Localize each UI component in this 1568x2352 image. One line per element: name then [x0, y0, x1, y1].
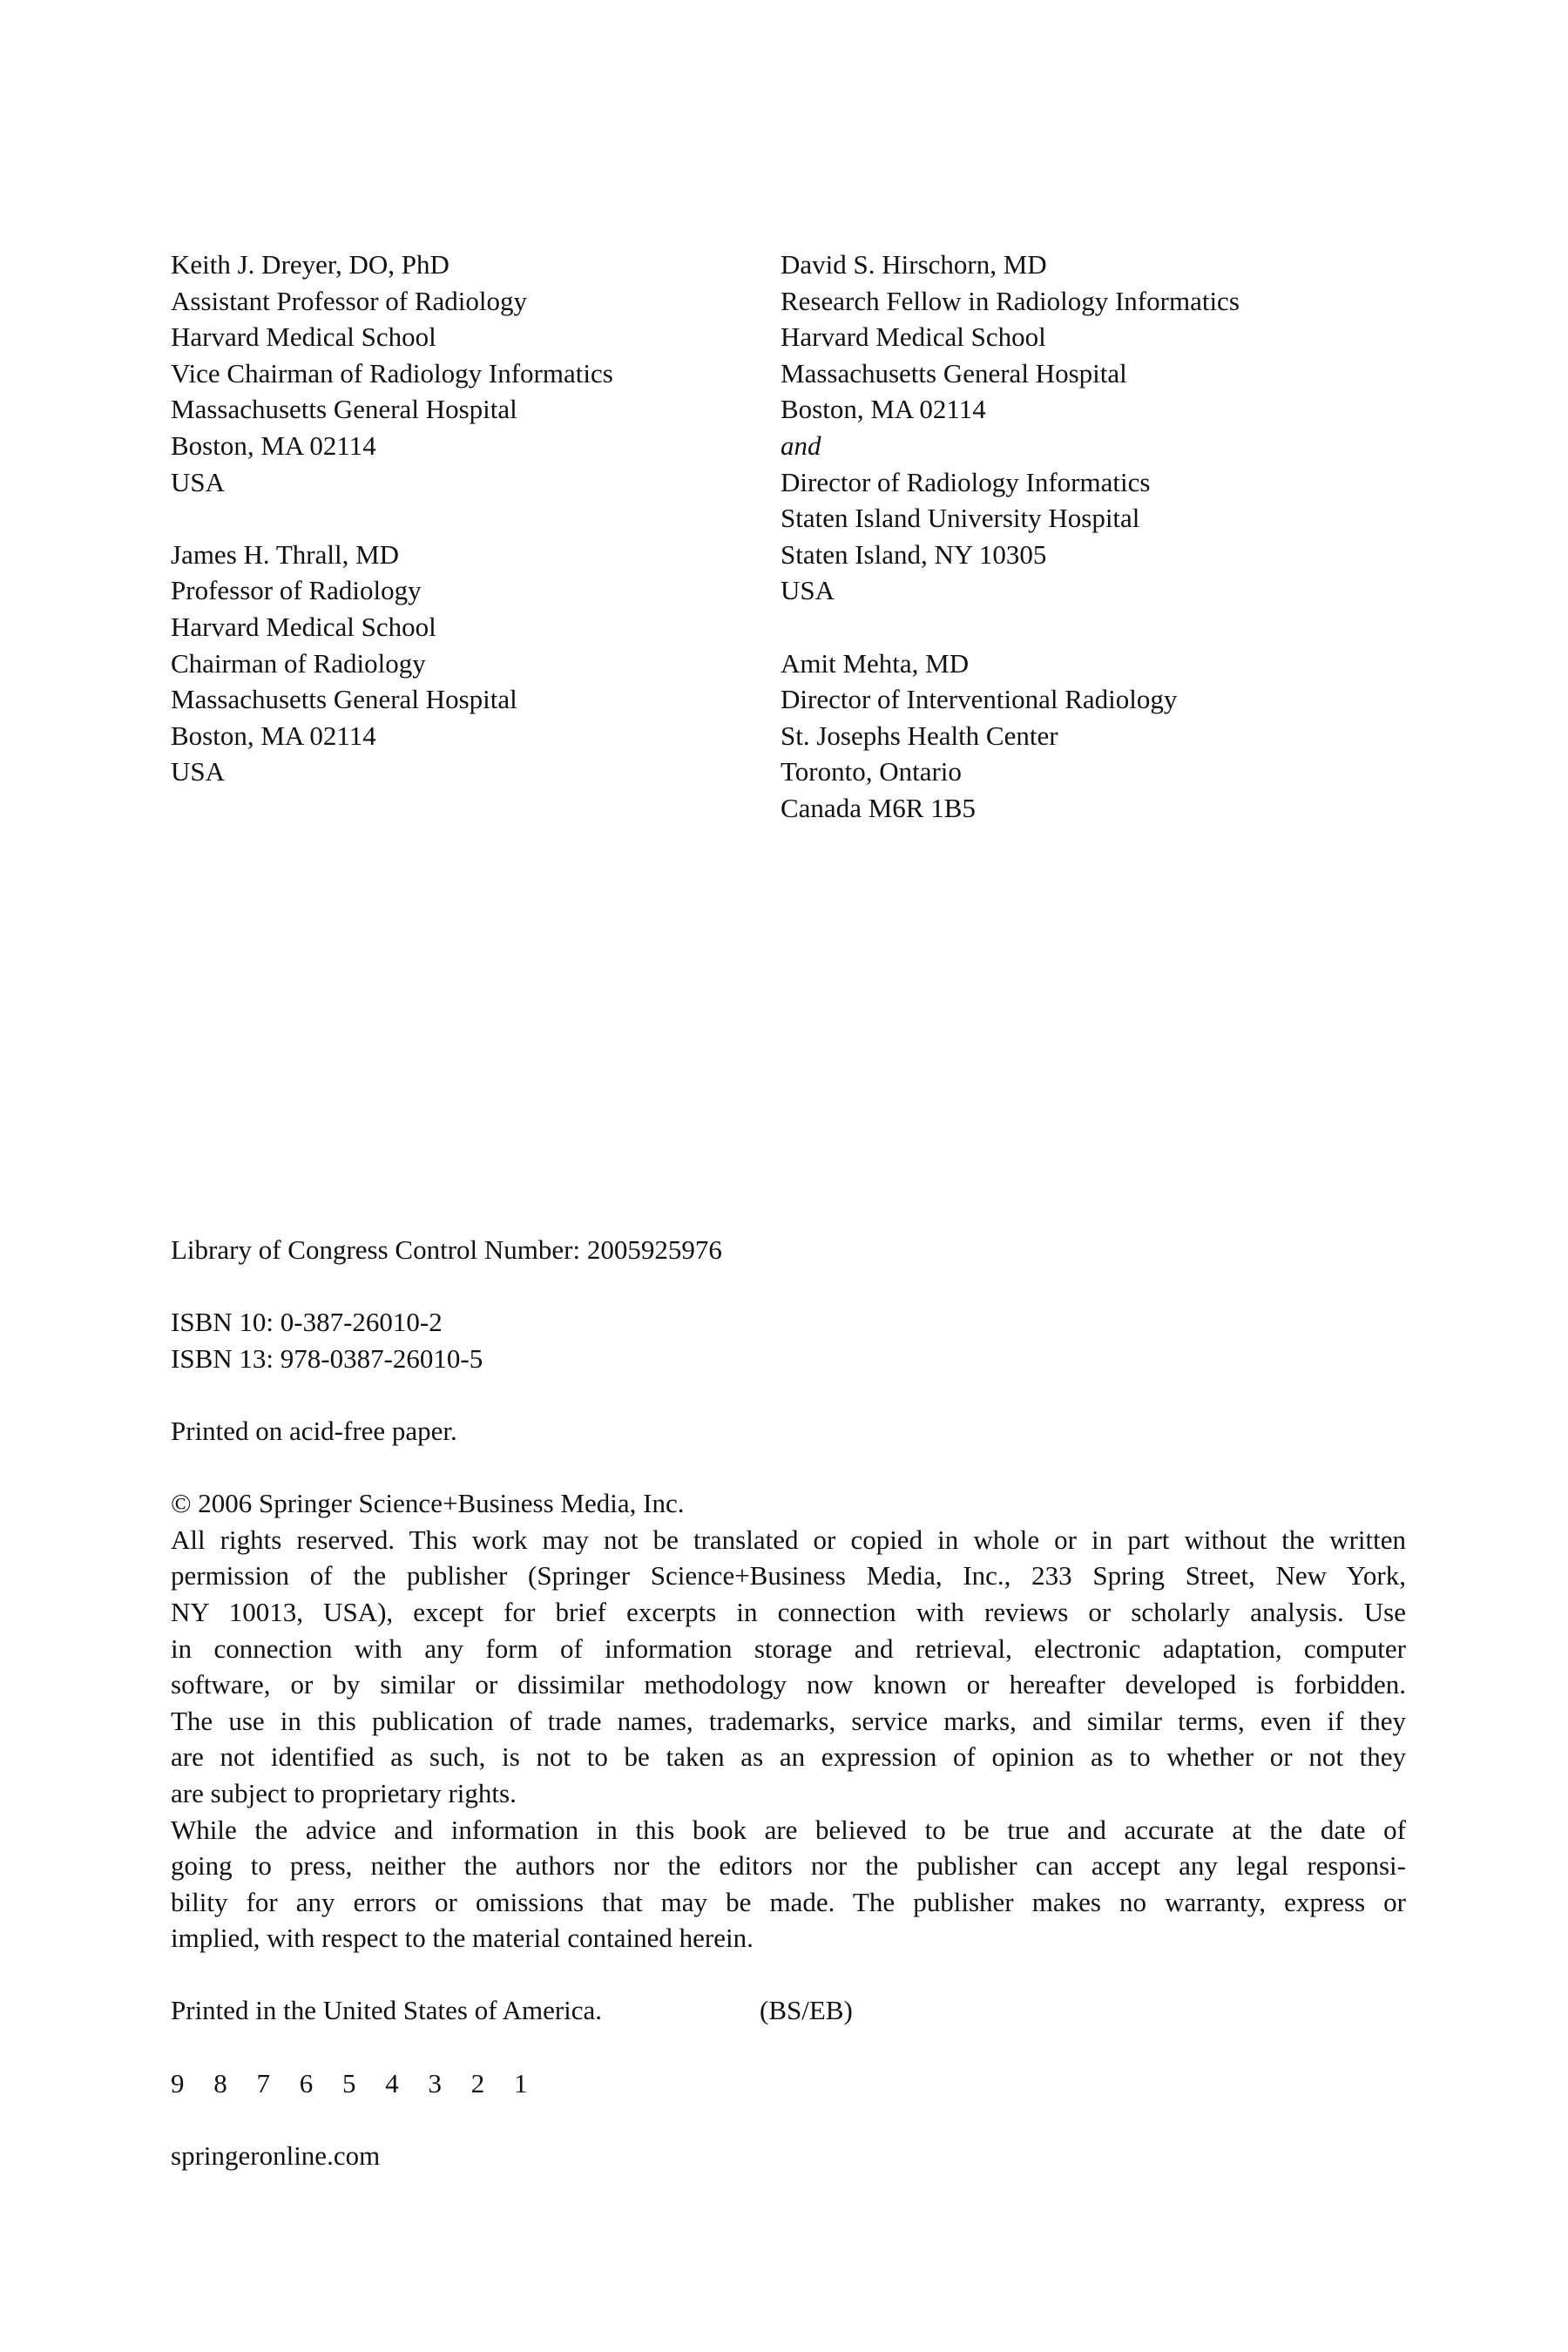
author-institution: Harvard Medical School — [171, 321, 436, 353]
print-numbers: 9 8 7 6 5 4 3 2 1 — [171, 2067, 539, 2099]
author-name: James H. Thrall, MD — [171, 538, 400, 570]
print-numbers-block — [171, 2065, 1406, 2102]
authors-left-column — [171, 247, 728, 790]
advice-line: going to press, neither the authors nor the editors nor the publisher can accept any legal responsi- — [171, 1850, 1406, 1882]
lccn-block — [171, 1232, 1406, 1268]
author-title: Vice Chairman of Radiology Informatics — [171, 357, 613, 389]
author-title: Assistant Professor of Radiology — [171, 285, 528, 316]
author-title: Chairman of Radiology — [171, 647, 426, 679]
isbn-13: ISBN 13: 978-0387-26010-5 — [171, 1342, 483, 1374]
rights-line: are not identified as such, is not to be taken as an expression of opinion as to whether or not they — [171, 1741, 1406, 1773]
author-institution: Massachusetts General Hospital — [171, 394, 517, 425]
author-city: Staten Island, NY 10305 — [781, 538, 1047, 570]
website-block — [171, 2138, 1406, 2174]
author-institution: Massachusetts General Hospital — [781, 357, 1127, 389]
rights-line: NY 10013, USA), except for brief excerpts in connection with reviews or scholarly analysis. Use — [171, 1596, 1406, 1627]
acid-free-block — [171, 1413, 1406, 1450]
author-title: Professor of Radiology — [171, 575, 422, 606]
author-country: Canada M6R 1B5 — [781, 792, 976, 823]
author-block-thrall — [171, 537, 728, 790]
author-country: USA — [171, 756, 226, 787]
rights-line: in connection with any form of information storage and retrieval, electronic adaptation, computer — [171, 1632, 1406, 1664]
author-block-mehta — [781, 645, 1408, 827]
copyright-line: © 2006 Springer Science+Business Media, Inc. — [171, 1488, 685, 1519]
author-institution: Staten Island University Hospital — [781, 503, 1140, 534]
advice-line: implied, with respect to the material contained herein. — [171, 1923, 754, 1954]
author-name: Keith J. Dreyer, DO, PhD — [171, 249, 449, 280]
rights-line: The use in this publication of trade names, trademarks, service marks, and similar terms, even if they — [171, 1705, 1406, 1736]
isbn-block — [171, 1304, 1406, 1376]
lccn: Library of Congress Control Number: 2005925976 — [171, 1234, 722, 1265]
website: springeronline.com — [171, 2139, 381, 2171]
printed-in: Printed in the United States of America. — [171, 1995, 603, 2026]
author-name: Amit Mehta, MD — [781, 647, 970, 679]
copyright-block — [171, 1485, 1406, 1957]
author-institution: Massachusetts General Hospital — [171, 684, 517, 715]
printed-in-row — [171, 1992, 1406, 2029]
conjunction-and: and — [781, 429, 821, 461]
rights-line: are subject to proprietary rights. — [171, 1777, 517, 1808]
author-institution: Harvard Medical School — [781, 321, 1046, 353]
author-name: David S. Hirschorn, MD — [781, 249, 1047, 280]
advice-line: While the advice and information in this book are believed to be true and accurate at the date of — [171, 1814, 1406, 1845]
author-block-hirschorn — [781, 247, 1408, 609]
author-city: Toronto, Ontario — [781, 756, 962, 787]
authors-right-column — [781, 247, 1408, 827]
acid-free-note: Printed on acid-free paper. — [171, 1415, 457, 1446]
author-title: Research Fellow in Radiology Informatics — [781, 285, 1240, 316]
printer-code: (BS/EB) — [760, 1995, 853, 2026]
author-city: Boston, MA 02114 — [781, 394, 986, 425]
author-country: USA — [781, 575, 835, 606]
rights-line: permission of the publisher (Springer Science+Business Media, Inc., 233 Spring Street, New York, — [171, 1560, 1406, 1592]
author-institution: St. Josephs Health Center — [781, 720, 1058, 751]
author-title: Director of Radiology Informatics — [781, 466, 1151, 497]
author-institution: Harvard Medical School — [171, 611, 436, 642]
author-block-dreyer — [171, 247, 728, 500]
bibliographic-info — [171, 1232, 1406, 2210]
author-city: Boston, MA 02114 — [171, 720, 376, 751]
isbn-10: ISBN 10: 0-387-26010-2 — [171, 1307, 443, 1338]
rights-line: All rights reserved. This work may not be translated or copied in whole or in part without the written — [171, 1524, 1406, 1555]
advice-line: bility for any errors or omissions that may be made. The publisher makes no warranty, express or — [171, 1886, 1406, 1917]
author-country: USA — [171, 466, 226, 497]
author-city: Boston, MA 02114 — [171, 429, 376, 461]
author-title: Director of Interventional Radiology — [781, 684, 1178, 715]
rights-line: software, or by similar or dissimilar methodology now known or hereafter developed is forbidden. — [171, 1669, 1406, 1700]
